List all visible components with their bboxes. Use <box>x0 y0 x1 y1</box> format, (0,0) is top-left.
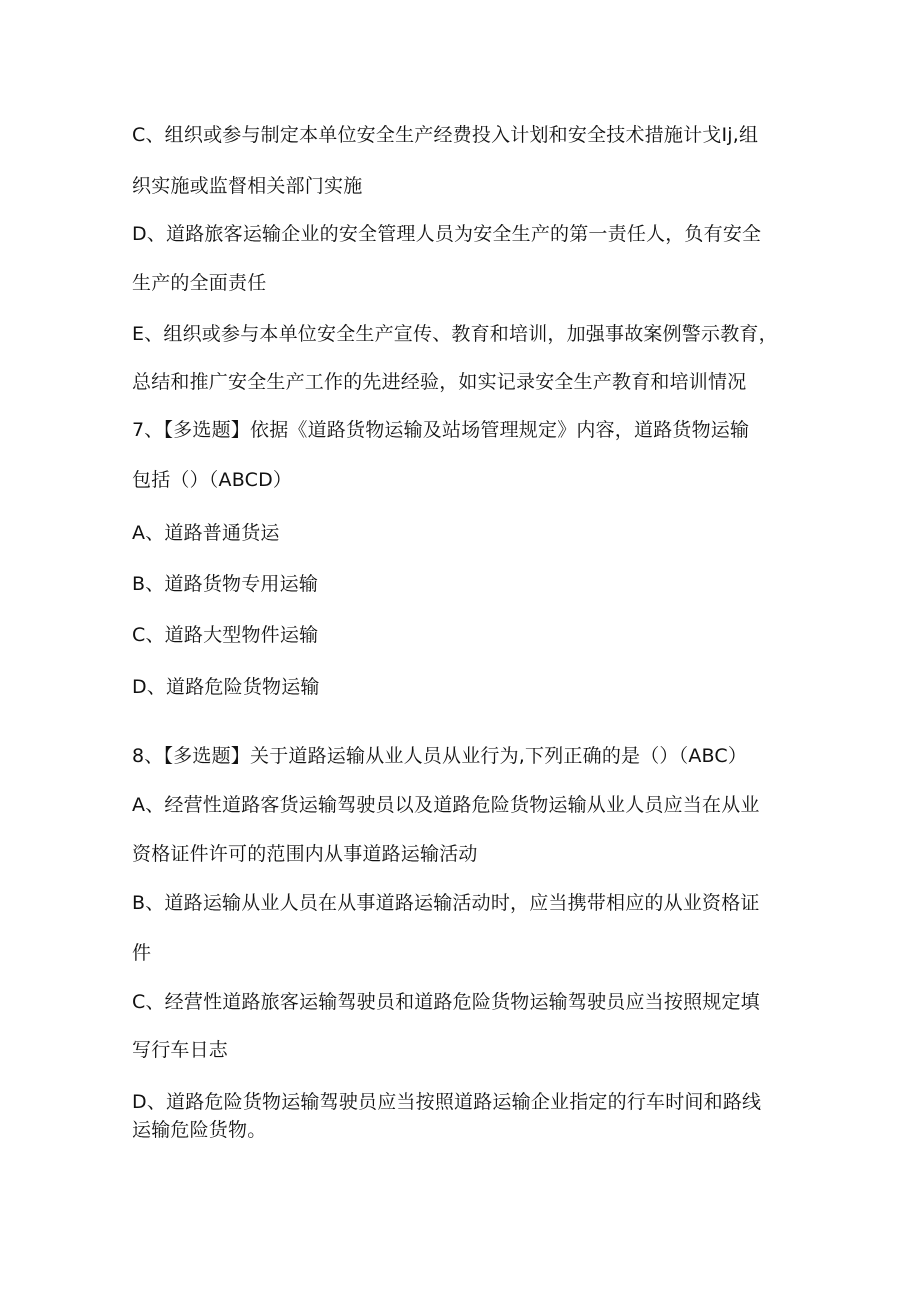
option-c-line-1: C、组织或参与制定本单位安全生产经费投入计划和安全技术措施计戈Ij,组 <box>132 124 759 146</box>
question-7-option-a: A、道路普通货运 <box>132 522 280 544</box>
question-8-option-b-line-2: 件 <box>132 942 152 964</box>
question-8-option-a-line-1: A、经营性道路客货运输驾驶员以及道路危险货物运输从业人员应当在从业 <box>132 794 760 816</box>
question-7-line-2: 包括（）（ABCD） <box>132 469 293 491</box>
option-c-line-2: 织实施或监督相关部门实施 <box>132 175 363 197</box>
option-d-line-2: 生产的全面责任 <box>132 272 267 294</box>
question-7-line-1: 7、【多选题】依据《道路货物运输及站场管理规定》内容，道路货物运输 <box>132 419 750 441</box>
question-8-option-c-line-1: C、经营性道路旅客运输驾驶员和道路危险货物运输驾驶员应当按照规定填 <box>132 991 760 1013</box>
option-e-line-2: 总结和推广安全生产工作的先进经验，如实记录安全生产教育和培训情况 <box>132 371 747 393</box>
question-8-line-1: 8、【多选题】关于道路运输从业人员从业行为,下列正确的是（）（ABC） <box>132 745 748 767</box>
question-8-option-d-line-2: 运输危险货物。 <box>132 1119 267 1141</box>
question-8-option-b-line-1: B、道路运输从业人员在从事道路运输活动时，应当携带相应的从业资格证 <box>132 892 760 914</box>
question-8-option-c-line-2: 写行车日志 <box>132 1039 229 1061</box>
question-7-option-b: B、道路货物专用运输 <box>132 573 319 595</box>
question-7-option-c: C、道路大型物件运输 <box>132 624 319 646</box>
question-7-option-d: D、道路危险货物运输 <box>132 676 320 698</box>
option-d-line-1: D、道路旅客运输企业的安全管理人员为安全生产的第一责任人，负有安全 <box>132 223 762 245</box>
option-e-line-1: E、组织或参与本单位安全生产宣传、教育和培训，加强事故案例警示教育， <box>132 323 778 345</box>
question-8-option-d-line-1: D、道路危险货物运输驾驶员应当按照道路运输企业指定的行车时间和路线 <box>132 1091 762 1113</box>
question-8-option-a-line-2: 资格证件许可的范围内从事道路运输活动 <box>132 843 478 865</box>
